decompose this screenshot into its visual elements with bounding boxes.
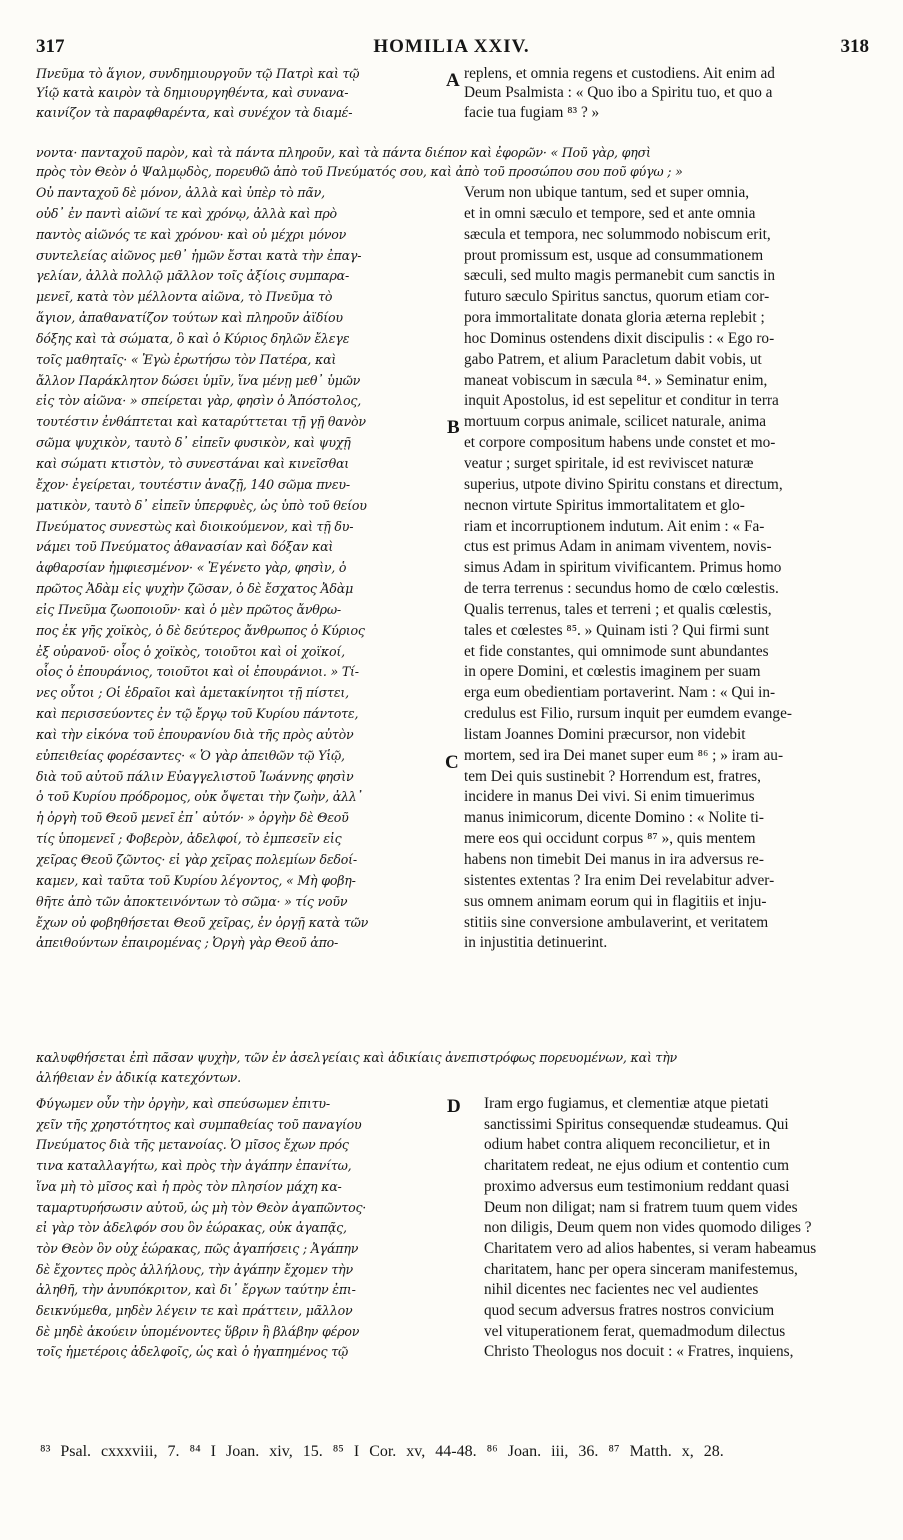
text-line: sistentes extentas ? Ira enim Dei revelabitur adver- (464, 871, 775, 889)
text-line: Πνεύματος συνεστὼς καὶ διοικούμενον, καὶ τῇ δυ- (36, 518, 354, 534)
text-line: σῶμα ψυχικὸν, ταυτὸ δ᾽ εἰπεῖν φυσικὸν, καὶ ψυχῇ (36, 435, 351, 451)
text-line: Φύγωμεν οὖν τὴν ὀργὴν, καὶ σπεύσωμεν ἐπιτυ- (36, 1096, 330, 1111)
text-line: habens non timebit Dei manus in ira adversus re- (464, 851, 764, 868)
text-line: charitatem redeat, ne ejus odium et contentio cum (484, 1157, 789, 1175)
text-line: sanctissimi Spiritus consequendæ studeamus. Qui (484, 1115, 789, 1133)
text-line: νοντα· πανταχοῦ παρὸν, καὶ τὰ πάντα πληροῦν, καὶ τὰ πάντα διέπον καὶ ἐφορῶν· « Ποῦ γὰρ, φησὶ (36, 145, 651, 160)
text-line: καὶ τὴν εἰκόνα τοῦ ἐπουρανίου διὰ τῆς πρὸς αὐτὸν (36, 726, 354, 742)
text-line: vel vituperationem ferat, quemadmodum dilectus (484, 1322, 786, 1340)
text-line: οὐδ᾽ ἐν παντὶ αἰῶνί τε καὶ χρόνῳ, ἀλλὰ καὶ πρὸ (36, 205, 337, 221)
footnotes: ⁸³ Psal. cxxxviii, 7. ⁸⁴ I Joan. xiv, 15. ⁸⁵ I Cor. xv, 44-48. ⁸⁶ Joan. iii, 36. ⁸⁷ Matth. x, 28. (40, 1443, 724, 1460)
text-line: ὁ τοῦ Κυρίου πρόδρομος, οὐκ ὄψεται τὴν ζωὴν, ἀλλ᾽ (36, 789, 363, 805)
text-line: Deum non diligat; nam si fratrem tuum quem vides (484, 1198, 798, 1216)
text-line: odium habet contra aliquem reconcilietur, et in (484, 1136, 771, 1154)
text-line: Charitatem vero ad alios habentes, si veram habeamus (484, 1239, 817, 1257)
text-line: παντὸς αἰῶνός τε καὶ χρόνου· καὶ οὐ μέχρι μόνον (36, 226, 347, 242)
text-line: ctus est primus Adam in animam viventem, novis- (464, 538, 772, 556)
text-line: mortem, sed ira Dei manet super eum ⁸⁶ ; » iram au- (464, 746, 784, 764)
page-number-left: 317 (36, 36, 65, 57)
text-line: et corpore compositum habens unde constet et mo- (464, 434, 776, 452)
margin-letter-a: A (446, 70, 460, 91)
text-line: Πνεῦμα τὸ ἅγιον, συνδημιουργοῦν τῷ Πατρὶ καὶ τῷ (36, 66, 360, 81)
text-line: καινίζον τὰ παραφθαρέντα, καὶ συνέχον τὰ διαμέ- (36, 104, 353, 120)
text-line: listam Joannes Domini præcursor, non videbit (464, 725, 746, 743)
text-line: et fide constantes, qui omnimode sunt abundantes (464, 642, 769, 660)
text-line: ἵνα μὴ τὸ μῖσος καὶ ἡ πρὸς τὸν πλησίον μάχη κα- (36, 1178, 342, 1194)
text-line: ματικὸν, ταυτὸ δ᾽ εἰπεῖν ὑπερφυὲς, ὡς ὑπὸ τοῦ θείου (36, 497, 367, 513)
text-line: πος ἐκ γῆς χοϊκὸς, ὁ δὲ δεύτερος ἄνθρωπος ὁ Κύριος (36, 622, 365, 638)
greek-wide-line-1 (36, 143, 872, 182)
margin-letter-c: C (445, 752, 459, 773)
text-line: in injustitia detinuerint. (464, 934, 608, 952)
text-line: μενεῖ, κατὰ τὸν μέλλοντα αἰῶνα, τὸ Πνεῦμα τὸ (36, 289, 333, 305)
page-title: HOMILIA XXIV. (373, 36, 530, 57)
text-line: in opere Domini, et cœlestis imaginem per suam (464, 663, 761, 681)
text-line: νάμει τοῦ Πνεύματος ἀθανασίαν καὶ δόξαν καὶ (36, 539, 334, 555)
text-line: tales et cœlestes ⁸⁵. » Quinam isti ? Qui firmi sunt (464, 621, 770, 639)
text-line: prout promissum est, usque ad consummationem (464, 246, 764, 264)
text-line: συντελείας αἰῶνος μεθ᾽ ἡμῶν ἔσται κατὰ τὴν ἐπαγ- (36, 247, 362, 263)
text-line: ἔχον· ἐγείρεται, τουτέστιν ἀναζῇ, 140 σῶμα πνευ- (36, 476, 350, 492)
text-line: ἡ ὀργὴ τοῦ Θεοῦ μενεῖ ἐπ᾽ αὐτόν· » ὀργὴν δὲ Θεοῦ (36, 810, 349, 826)
text-line: Οὐ πανταχοῦ δὲ μόνον, ἀλλὰ καὶ ὑπὲρ τὸ πᾶν, (36, 185, 325, 200)
text-line: Iram ergo fugiamus, et clementiæ atque pietati (484, 1095, 769, 1112)
text-line: erga eum obedientiam portaverint. Nam : « Qui in- (464, 684, 776, 702)
margin-letter-b: B (447, 417, 460, 438)
text-line: νες οὗτοι ; Οἱ ἑδραῖοι καὶ ἀμετακίνητοι τῇ πίστει, (36, 685, 349, 701)
text-line: mortuum corpus animale, scilicet naturale, anima (464, 413, 767, 431)
text-line: εἰς Πνεῦμα ζωοποιοῦν· καὶ ὁ μὲν πρῶτος ἄνθρω- (36, 601, 341, 617)
text-line: τουτέστιν ἐνθάπτεται καὶ καταρύττεται τῇ γῇ θανὸν (36, 414, 366, 430)
text-line: ἐξ οὐρανοῦ· οἷος ὁ χοϊκὸς, τοιοῦτοι καὶ οἱ χοϊκοί, (36, 643, 345, 659)
greek-column-1 (36, 64, 446, 122)
text-line: γελίαν, ἀλλὰ πολλῷ μᾶλλον τοῖς ἀξίοις συμπαρα- (36, 268, 350, 284)
text-line: χεῖρας Θεοῦ ζῶντος· εἰ γὰρ χεῖρας πολεμίων δεδοί- (36, 852, 357, 867)
text-line: pora immortalitate donata gloria æterna replebit ; (464, 309, 765, 327)
text-line: ταμαρτυρήσωσιν αὐτοῦ, ὡς μὴ τὸν Θεὸν ἀγαπῶντος· (36, 1199, 367, 1215)
text-line: sus omnem animam eorum qui in flagitiis et inju- (464, 892, 767, 910)
text-line: gabo Patrem, et alium Paracletum dabit vobis, ut (464, 350, 762, 368)
text-line: Υἱῷ κατὰ καιρὸν τὰ δημιουργηθέντα, καὶ συνανα- (36, 85, 349, 101)
text-line: proximo adversus eum testimonium reddant quasi (484, 1177, 790, 1195)
text-line: δόξης καὶ τὰ σώματα, ὃ καὶ ὁ Κύριος δηλῶν ἔλεγε (36, 330, 350, 346)
margin-letter-d: D (447, 1096, 461, 1117)
greek-column-3 (36, 1094, 446, 1363)
text-line: facie tua fugiam ⁸³ ? » (464, 103, 600, 121)
text-line: τὸν Θεὸν ὃν οὐχ ἑώρακας, πῶς ἀγαπήσεις ; Ἀγάπην (36, 1240, 359, 1256)
latin-column-1 (464, 64, 869, 122)
text-line: τίς ὑπομενεῖ ; Φοβερὸν, ἀδελφοί, τὸ ἐμπεσεῖν εἰς (36, 831, 342, 847)
text-line: Verum non ubique tantum, sed et super omnia, (464, 184, 750, 201)
text-line: sæculi, sed multo magis permanebit cum sanctis in (464, 267, 775, 285)
text-line: Qualis terrenus, tales et terreni ; et qualis cœlestis, (464, 600, 772, 618)
text-line: καμεν, καὶ ταῦτα τοῦ Κυρίου λέγοντος, « Μὴ φοβη- (36, 872, 356, 888)
text-line: stitiis sine conversione ambulaverint, et veritatem (464, 913, 769, 931)
text-line: futuro sæculo Spiritus sanctus, quorum etiam cor- (464, 288, 770, 306)
text-line: Πνεύματος διὰ τῆς μετανοίας. Ὁ μῖσος ἔχων πρός (36, 1137, 349, 1153)
text-line: καλυφθήσεται ἐπὶ πᾶσαν ψυχὴν, τῶν ἐν ἀσελγείαις καὶ ἀδικίαις ἀνεπιστρόφως πορευομένων, καὶ τὴν (36, 1050, 677, 1065)
text-line: δὲ ἔχοντες πρὸς ἀλλήλους, τὴν ἀγάπην ἔχομεν τὴν (36, 1261, 353, 1277)
text-line: incidere in manus Dei vivi. Si enim timuerimus (464, 788, 755, 806)
text-line: credulus est Filio, rursum inquit per eumdem evange- (464, 705, 792, 723)
text-line: δεικνύμεθα, μηδὲν λέγειν τε καὶ πράττειν, μᾶλλον (36, 1303, 353, 1319)
text-line: δὲ μηδὲ ἀκούειν ὑπομένοντες ὕβριν ἢ βλάβην φέρον (36, 1323, 360, 1339)
text-line: πρὸς τὸν Θεὸν ὁ Ψαλμῳδὸς, πορευθῶ ἀπὸ τοῦ Πνεύματός σου, καὶ ἀπὸ τοῦ προσώπου σου ποῦ φύγω ; » (36, 164, 683, 180)
greek-wide-line-2 (36, 1048, 872, 1088)
text-line: Deum Psalmista : « Quo ibo a Spiritu tuo, et quo a (464, 84, 773, 102)
text-line: εἰς τὸν αἰῶνα· » σπείρεται γὰρ, φησὶν ὁ Ἀπόστολος, (36, 393, 361, 409)
greek-column-2 (36, 183, 446, 954)
text-line: ἅγιον, ἀπαθανατίζον τούτων καὶ πληροῦν ἀϊδίου (36, 310, 343, 326)
text-line: hoc Dominus ostendens dixit discipulis : « Ego ro- (464, 329, 775, 347)
latin-column-3 (484, 1094, 869, 1363)
text-line: riam et incorruptionem indutum. Ait enim : « Fa- (464, 517, 765, 535)
text-line: ἄλλον Παράκλητον δώσει ὑμῖν, ἵνα μένῃ μεθ᾽ ὑμῶν (36, 372, 361, 388)
text-line: tem Dei quis sustinebit ? Horrendum est, fratres, (464, 767, 761, 785)
text-line: διὰ τοῦ αὐτοῦ πάλιν Εὐαγγελιστοῦ Ἰωάννης φησὶν (36, 768, 354, 784)
text-line: καὶ περισσεύοντες ἐν τῷ ἔργῳ τοῦ Κυρίου πάντοτε, (36, 706, 359, 722)
text-line: ἀληθῆ, τὴν ἀνυπόκριτον, καὶ δι᾽ ἔργων ταύτην ἐπι- (36, 1282, 356, 1298)
text-line: οἷος ὁ ἐπουράνιος, τοιοῦτοι καὶ οἱ ἐπουράνιοι. » Τί- (36, 664, 359, 680)
text-line: τοῖς μαθηταῖς· « Ἐγὼ ἐρωτήσω τὸν Πατέρα, καὶ (36, 351, 337, 367)
text-line: θῆτε ἀπὸ τῶν ἀποκτεινόντων τὸ σῶμα· » τίς νοῦν (36, 893, 348, 909)
text-line: ἀπειθούντων ἐπαιρομένας ; Ὀργὴ γὰρ Θεοῦ ἀπο- (36, 935, 339, 951)
text-line: καὶ σώματι κτιστὸν, τὸ συνεστάναι καὶ κινεῖσθαι (36, 455, 350, 471)
text-line: superius, utpote divino Spiritu constans et directum, (464, 475, 783, 493)
text-line: charitatem, hanc per opera sinceram manifestemus, (484, 1260, 798, 1278)
text-line: χεῖν τῆς χρηστότητος καὶ συμπαθείας τοῦ παναγίου (36, 1116, 362, 1132)
text-line: quod secum adversus fratres nostros convicium (484, 1302, 775, 1320)
text-line: manus inimicorum, dicente Domino : « Nolite ti- (464, 809, 764, 827)
text-line: nihil dicentes nec facientes nec vel audientes (484, 1281, 759, 1299)
text-line: ἀφθαρσίαν ἠμφιεσμένον· « Ἐγένετο γὰρ, φησὶν, ὁ (36, 560, 347, 576)
text-line: ἀλήθειαν ἐν ἀδικίᾳ κατεχόντων. (36, 1070, 241, 1085)
text-line: et in omni sæculo et tempore, sed et ante omnia (464, 204, 756, 222)
latin-column-2 (464, 183, 869, 954)
text-line: πρῶτος Ἀδὰμ εἰς ψυχὴν ζῶσαν, ὁ δὲ ἔσχατος Ἀδὰμ (36, 581, 354, 597)
text-line: de terra terrenus : secundus homo de cœlo cœlestis. (464, 580, 779, 598)
text-line: mere eos qui occidunt corpus ⁸⁷ », quis mentem (464, 830, 756, 848)
text-line: necnon virtute Spiritus immortalitatem et glo- (464, 496, 745, 514)
text-line: τινα καταλλαγήτω, καὶ πρὸς τὴν ἀγάπην ἐπανίτω, (36, 1158, 352, 1174)
text-line: εὐπειθείας φορέσαντες· « Ὁ γὰρ ἀπειθῶν τῷ Υἱῷ, (36, 747, 345, 763)
text-line: simus Adam in spiritum vivificantem. Primus homo (464, 559, 782, 577)
page-number-right: 318 (840, 36, 869, 57)
text-line: veatur ; surget spiritale, id est reviviscet naturæ (464, 454, 754, 472)
text-line: non diligis, Deum quem non vides quomodo diliges ? (484, 1219, 812, 1237)
text-line: τοῖς ἡμετέροις ἀδελφοῖς, ὡς καὶ ὁ ἠγαπημένος τῷ (36, 1344, 349, 1360)
text-line: inquit Apostolus, id est sepelitur et conditur in terra (464, 392, 779, 410)
text-line: εἰ γὰρ τὸν ἀδελφόν σου ὃν ἑώρακας, οὐκ ἀγαπᾷς, (36, 1220, 347, 1236)
text-line: Christo Theologus nos docuit : « Fratres, inquiens, (484, 1343, 794, 1361)
text-line: replens, et omnia regens et custodiens. Ait enim ad (464, 65, 775, 82)
text-line: maneat vobiscum in sæcula ⁸⁴. » Seminatur enim, (464, 371, 768, 389)
text-line: sæcula et tempora, nec solummodo nobiscum erit, (464, 225, 771, 243)
text-line: ἔχων οὐ φοβηθήσεται Θεοῦ χεῖρας, ἐν ὀργῇ κατὰ τῶν (36, 914, 369, 930)
